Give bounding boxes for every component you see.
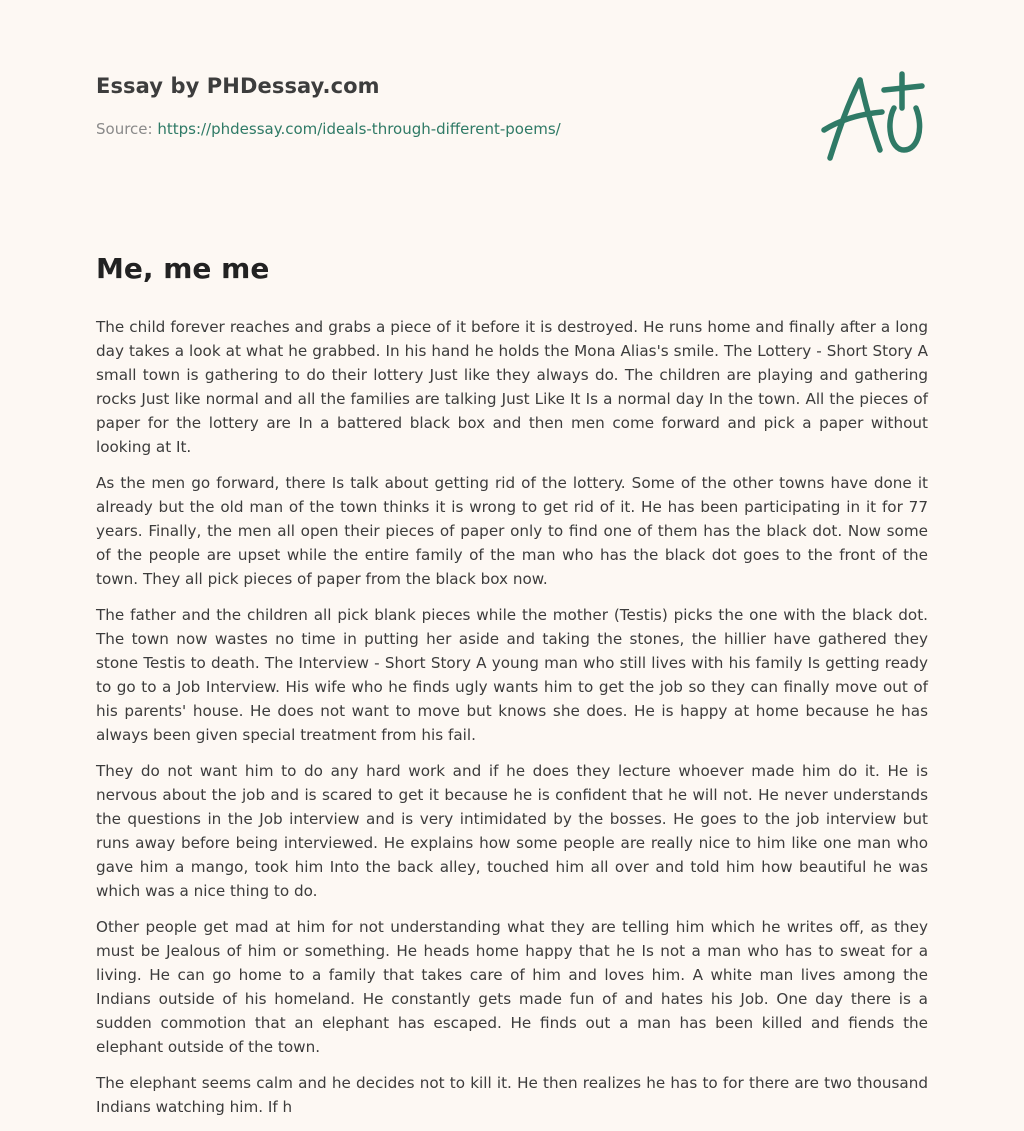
source-label: Source: (96, 120, 158, 138)
source-line (96, 120, 796, 138)
page-header (96, 74, 796, 138)
essay-paragraph: The father and the children all pick blank pieces while the mother (Testis) picks the one with the black dot. The town now wastes no time in putting her aside and taking the stones, the hillier have gathered they stone Testis to death. The Interview - Short Story A young man who still lives with his family Is getting ready to go to a Job Interview. His wife who he finds ugly wants him to get the job so they can finally move out of his parents' house. He does not want to move but knows she does. He is happy at home because he has always been given special treatment from his fail. (96, 606, 928, 744)
essay-paragraph: They do not want him to do any hard work and if he does they lecture whoever made him do it. He is nervous about the job and is scared to get it because he is confident that he will not. He never understands the questions in the Job interview and is very intimidated by the bosses. He goes to the job interview but runs away before being interviewed. He explains how some people are really nice to him like one man who gave him a mango, took him Into the back alley, touched him all over and told him how beautiful he was which was a nice thing to do. (96, 762, 928, 900)
essay-paragraph: The elephant seems calm and he decides not to kill it. He then realizes he has to for there are two thousand Indians watching him. If h (96, 1074, 928, 1116)
a-plus-grade-icon (820, 68, 930, 168)
site-title: Essay by PHDessay.com (96, 74, 380, 98)
source-link[interactable]: https://phdessay.com/ideals-through-different-poems/ (157, 120, 561, 138)
essay-paragraph: The child forever reaches and grabs a piece of it before it is destroyed. He runs home and finally after a long day takes a look at what he grabbed. In his hand he holds the Mona Alias's smile. The Lottery - Short Story A small town is gathering to do their lottery Just like they always do. The children are playing and gathering rocks Just like normal and all the families are talking Just Like It Is a normal day In the town. All the pieces of paper for the lottery are In a battered black box and then men come forward and pick a paper without looking at It. (96, 318, 928, 456)
essay-body (96, 315, 928, 1131)
essay-paragraph: Other people get mad at him for not understanding what they are telling him which he writes off, as they must be Jealous of him or something. He heads home happy that he Is not a man who has to sweat for a living. He can go home to a family that takes care of him and loves him. A white man lives among the Indians outside of his homeland. He constantly gets made fun of and hates his Job. One day there is a sudden commotion that an elephant has escaped. He finds out a man has been killed and fiends the elephant outside of the town. (96, 918, 928, 1056)
essay-paragraph: As the men go forward, there Is talk about getting rid of the lottery. Some of the other towns have done it already but the old man of the town thinks it is wrong to get rid of it. He has been participating in it for 77 years. Finally, the men all open their pieces of paper only to find one of them has the black dot. Now some of the people are upset while the entire family of the man who has the black dot goes to the front of the town. They all pick pieces of paper from the black box now. (96, 474, 928, 588)
essay-title: Me, me me (96, 252, 270, 285)
